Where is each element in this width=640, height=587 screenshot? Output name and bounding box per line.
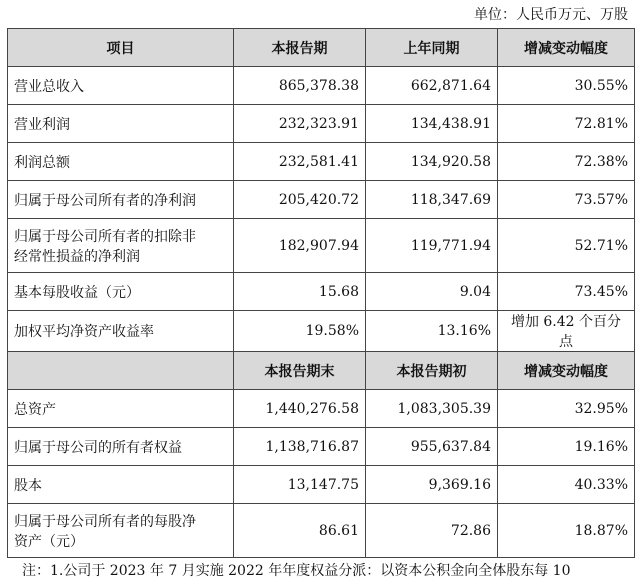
period-end-value: 86.61 [234,504,366,558]
row-label: 基本每股收益（元） [8,273,234,311]
footnote: 注：1.公司于 2023 年 7 月实施 2022 年年度权益分派：以资本公积金向全体股东每 10 [22,563,571,579]
period-end-value: 1,440,276.58 [234,390,366,428]
table-row [8,181,635,219]
row-label: 总资产 [8,390,234,428]
period-start-value: 72.86 [366,504,498,558]
change-value: 73.57% [498,181,635,219]
current-value: 865,378.38 [234,67,366,105]
financial-summary-table [7,28,635,558]
row-label-line: 归属于母公司所有者的每股净 [14,513,196,530]
change-value: 18.87% [498,504,635,558]
row-label-line: 经常性损益的净利润 [14,248,140,265]
current-value: 182,907.94 [234,219,366,273]
row-label-line: 资产（元） [14,533,84,550]
period-start-value: 9,369.16 [366,466,498,504]
table-header-row [8,29,635,67]
prior-value: 134,438.91 [366,105,498,143]
change-value: 40.33% [498,466,635,504]
prior-value: 134,920.58 [366,143,498,181]
current-value: 15.68 [234,273,366,311]
row-label [8,504,234,558]
current-value: 232,581.41 [234,143,366,181]
period-start-value: 955,637.84 [366,428,498,466]
change-value: 30.55% [498,67,635,105]
period-start-value: 1,083,305.39 [366,390,498,428]
table-row [8,390,635,428]
change-value: 52.71% [498,219,635,273]
current-value: 232,323.91 [234,105,366,143]
table-row [8,143,635,181]
row-label: 加权平均净资产收益率 [8,311,234,352]
column-header [8,352,234,390]
table-row [8,67,635,105]
table-row [8,311,635,352]
column-header: 本报告期 [234,29,366,67]
row-label: 营业利润 [8,105,234,143]
row-label-line: 归属于母公司所有者的扣除非 [14,228,196,245]
prior-value: 118,347.69 [366,181,498,219]
column-header: 增减变动幅度 [498,29,635,67]
column-header: 本报告期初 [366,352,498,390]
table-row [8,428,635,466]
row-label: 归属于母公司所有者的净利润 [8,181,234,219]
table-row [8,504,635,558]
prior-value: 9.04 [366,273,498,311]
prior-value: 662,871.64 [366,67,498,105]
column-header: 上年同期 [366,29,498,67]
row-label: 利润总额 [8,143,234,181]
column-header: 项目 [8,29,234,67]
change-value: 32.95% [498,390,635,428]
row-label: 归属于母公司的所有者权益 [8,428,234,466]
column-header: 增减变动幅度 [498,352,635,390]
table-row [8,105,635,143]
period-end-value: 13,147.75 [234,466,366,504]
prior-value: 119,771.94 [366,219,498,273]
unit-label: 单位：人民币万元、万股 [474,7,628,23]
current-value: 19.58% [234,311,366,352]
change-value: 72.81% [498,105,635,143]
row-label [8,219,234,273]
change-value: 增加 6.42 个百分点 [498,311,635,352]
column-header: 本报告期末 [234,352,366,390]
table-row [8,219,635,273]
row-label: 营业总收入 [8,67,234,105]
current-value: 205,420.72 [234,181,366,219]
prior-value: 13.16% [366,311,498,352]
table-row [8,273,635,311]
change-value: 72.38% [498,143,635,181]
table-row [8,466,635,504]
table-header-row [8,352,635,390]
change-value: 19.16% [498,428,635,466]
period-end-value: 1,138,716.87 [234,428,366,466]
change-value: 73.45% [498,273,635,311]
row-label: 股本 [8,466,234,504]
